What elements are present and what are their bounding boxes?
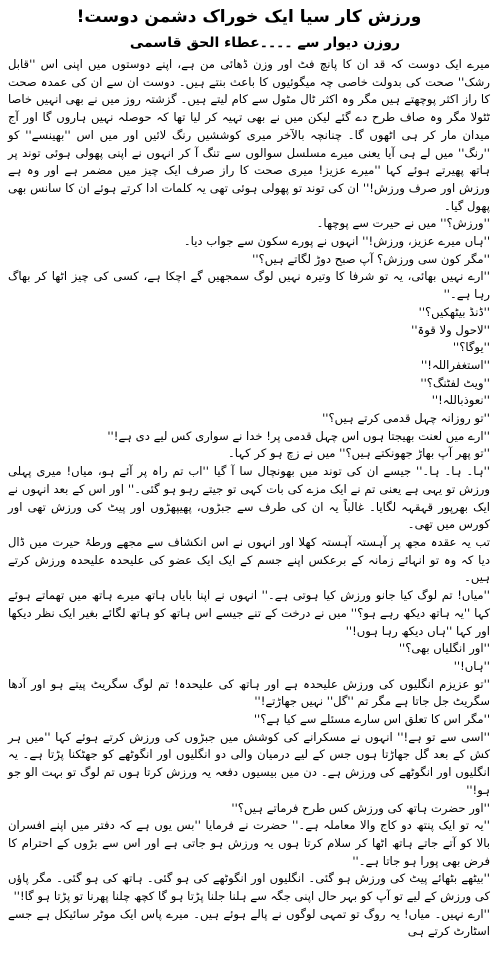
article-paragraph: ''ویٹ لفٹنگ؟'' [420,375,490,390]
article-paragraph: ''مگر اس کا تعلق اس سارے مسئلے سے کیا ہے؟'' [253,712,490,727]
article-paragraph: ''ہا۔ ہا۔ ہا۔'' جیسے ان کی توند میں بھونچال سا آ گیا ''اب تم راہ پر آئے ہو، میاں! میری پہلی ورزش تو یہی ہے یعنی تم نے ایک مزے کی بات کہی تو جیتے رہو ہو گئی۔'' اور اس کے بعد انہوں نے ایک بھرپور قہقہہ لگایا۔ غالباً یہ ان کی طرف سے جبڑوں، پھیپھڑوں اور پیٹ کی ورزش تھی اور کورس میں تھی۔ [8,464,490,532]
article-paragraph: ''ارے نہیں بھائی، یہ تو شرفا کا وتیرہ نہیں لوگ سمجھیں گے اچکا ہے، کسی کی چیز اٹھا کر بھاگ رہا ہے۔'' [8,269,490,302]
article-paragraph: ''ارے نہیں۔ میاں! یہ روگ تو تمہی لوگوں نے پالے ہوئے ہیں۔ میرے پاس ایک موٹر سائیکل ہے جسے اسٹارٹ کرتے ہی [8,906,490,939]
article-paragraph: ''ارے میں لعنت بھیجتا ہوں اس چہل قدمی پر! خدا نے سواری کس لیے دی ہے!'' [107,428,490,443]
article-paragraph: ''یہ تو ایک پنتھ دو کاج والا معاملہ ہے۔'' حضرت نے فرمایا ''بس یوں ہے کہ دفتر میں اپنے افسران بالا کو آتے جاتے ہاتھ اٹھا کر سلام کرتا ہوں یہ ورزش ہو جاتی ہے اور اس سے بڑوں کے احترام کا فرض بھی پورا ہو جاتا ہے۔'' [8,818,490,868]
article-paragraph: ''اور انگلیاں بھی؟'' [398,641,490,656]
article-paragraph: ''ہاں میرے عزیز، ورزش!'' انہوں نے پورے سکون سے جواب دیا۔ [183,234,490,249]
article-paragraph: میرے ایک دوست کہ قد ان کا پانچ فٹ اور وزن ڈھائی من ہے، اپنے دوستوں میں اپنی اس ''قابل رشک'' صحت کی بدولت خاصی چہ میگوئیوں کا باعث بنتے ہیں۔ دوست ان سے ان کی عمدہ صحت کا راز اکثر پوچھتے ہیں مگر وہ اکثر ٹال مٹول سے کام لیتے ہیں۔ گزشتہ روز میں نے بھی انہیں خاصا ٹٹولا مگر وہ صاف طرح دے گئے لیکن میں نے بھی تہیہ کر لیا تھا کہ حوصلہ نہیں ہاروں گا اور آج میدان مار کر ہی اٹھوں گا۔ چنانچہ بالآخر میری کوششیں رنگ لائیں اور میں اس ''بھینسے'' کو ''رنگ'' میں لے ہی آیا یعنی میرے مسلسل سوالوں سے تنگ آ کر انہوں نے اپنی پھولی ہوئی توند پر ہاتھ پھیرتے ہوئے کہا ''میرے عزیز! میری صحت کا راز صرف ایک چیز میں مضمر ہے اور وہ ہے ورزش اور صرف ورزش!'' ان کی توند تو پھولی ہوئی تھی یہ کلمات ادا کرتے ہوئے ان کا سانس بھی پھول گیا۔ [8,57,490,213]
article-paragraph: ''ورزش؟'' میں نے حیرت سے پوچھا۔ [316,216,490,231]
article-title: ورزش کار سیا ایک خوراک دشمن دوست! [76,7,422,27]
article-paragraph: ''مگر کون سی ورزش؟ آپ صبح دوڑ لگاتے ہیں؟'' [252,251,490,266]
article-paragraph: ''تو عزیزم انگلیوں کی ورزش علیحدہ ہے اور ہاتھ کی علیحدہ! تم لوگ سگریٹ پیتے ہو اور آدھا سگریٹ جل جاتا ہے مگر تم ''گل'' نہیں جھاڑتے!'' [8,676,490,709]
article-paragraph: ''میاں! تم لوگ کیا جانو ورزش کیا ہوتی ہے۔'' انہوں نے اپنا بایاں ہاتھ میرے ہاتھ میں تھماتے ہوئے کہا ''یہ ہاتھ دیکھ رہے ہو؟'' میں نے درخت کے تنے جیسے اس ہاتھ کو ہاتھ لگائے بغیر ایک نظر دیکھا اور کہا ''ہاں دیکھ رہا ہوں!'' [8,588,490,638]
article-byline: روزن دیوار سے ۔۔۔۔عطاء الحق قاسمی [129,35,400,51]
article-paragraph: ''تو روزانہ چہل قدمی کرتے ہیں؟'' [322,411,490,426]
article-paragraph: ''اسی سے تو ہے!'' انہوں نے مسکرانے کی کوشش میں جبڑوں کی ورزش کرتے ہوئے کہا ''میں ہر کش کے بعد گل جھاڑتا ہوں جس کے لیے درمیان والی دو انگلیوں اور انگوٹھے کو جھٹکنا پڑتا ہے۔ یہ انگلیوں اور انگوٹھے کی ورزش ہے۔ دن میں بیسیوں دفعہ یہ ورزش کرتا ہوں تم لوگ تو بہت الو جو ہو!'' [8,729,490,797]
article-paragraph: ''یوگا؟'' [452,340,490,355]
article-paragraph: ''ڈنڈ بیٹھکیں؟'' [418,304,490,319]
article-paragraph: ''نعوذباللہ!'' [431,393,490,408]
article-paragraph: تب یہ عقدہ مجھ پر آہستہ آہستہ کھلا اور انہوں نے اس انکشاف سے مجھے ورطۂ حیرت میں ڈال دیا کہ وہ تو انہائے زمانہ کے برعکس اپنے جسم کے ایک ایک عضو کی علیحدہ علیحدہ ورزش کرتے ہیں۔ [8,534,490,585]
article-paragraph: ''تو پھر آپ بھاڑ جھونکتے ہیں؟'' میں نے زچ ہو کر کہا۔ [228,446,490,461]
article-paragraph: ''ہاں!'' [453,658,490,673]
article-paragraph: ''لاحول ولا قوۃ'' [411,322,490,337]
article-paragraph: ''اور حضرت ہاتھ کی ورزش کس طرح فرماتے ہیں؟'' [231,800,490,815]
article-paragraph: ''بیٹھے بٹھائے پیٹ کی ورزش ہو گئی۔ انگلیوں اور انگوٹھے کی ہو گئی۔ ہاتھ کی ہو گئی۔ مگر پاؤں کی ورزش کے لیے تو آپ کو بہر حال اپنی جگہ سے ہلنا جلنا پڑتا ہو گا کچھ چلنا پھرنا تو پڑتا ہو گا!'' [8,871,490,904]
article-paragraph: ''استغفراللہ!'' [420,357,490,372]
article-body [8,56,490,941]
